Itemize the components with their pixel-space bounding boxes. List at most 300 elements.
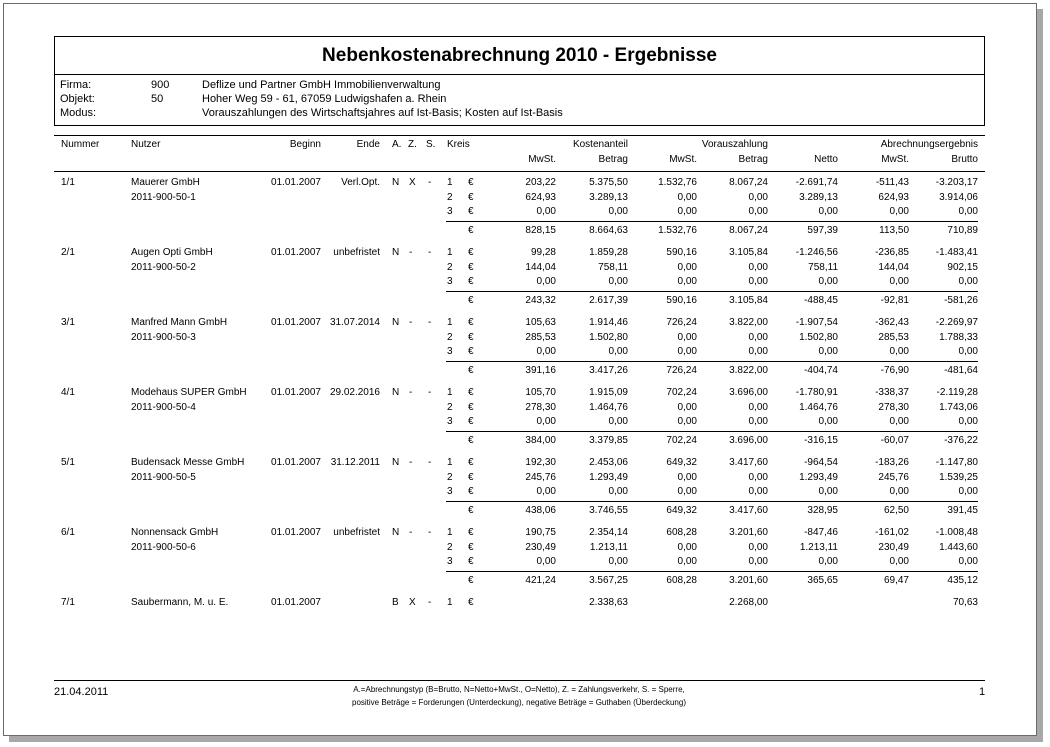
row-kreis: 3 bbox=[447, 346, 453, 357]
entry-tenant-id: 2011-900-50-5 bbox=[131, 471, 196, 483]
row-amount: 1.443,60 bbox=[939, 541, 978, 553]
total-amount: 3.746,55 bbox=[589, 504, 628, 516]
entry-lock-s: - bbox=[428, 597, 432, 608]
col-header-mwst-voraus: MwSt. bbox=[669, 154, 697, 165]
row-amount: 0,00 bbox=[958, 416, 978, 427]
row-amount: 0,00 bbox=[748, 416, 768, 427]
row-amount: -1.907,54 bbox=[795, 317, 838, 328]
entry-tenant-name: Mauerer GmbH bbox=[131, 177, 200, 188]
row-kreis: 1 bbox=[447, 177, 453, 188]
entry-tenant-id: 2011-900-50-3 bbox=[131, 331, 196, 343]
row-amount: 0,00 bbox=[677, 401, 697, 413]
row-amount: 3.696,00 bbox=[729, 387, 768, 398]
col-header-s: S. bbox=[426, 139, 436, 150]
row-kreis: 1 bbox=[447, 387, 453, 398]
entry-start-date: 01.01.2007 bbox=[270, 247, 321, 258]
row-amount: 624,93 bbox=[878, 191, 909, 203]
total-currency: € bbox=[468, 224, 474, 236]
row-amount: 230,49 bbox=[878, 541, 909, 553]
row-amount: 0,00 bbox=[748, 331, 768, 343]
row-currency: € bbox=[468, 471, 474, 483]
row-amount: 278,30 bbox=[525, 401, 556, 413]
row-amount: 105,63 bbox=[525, 317, 556, 328]
row-amount: 5.375,50 bbox=[589, 177, 628, 188]
entry-end-date: unbefristet bbox=[333, 247, 380, 258]
subtotal-rule bbox=[446, 431, 978, 432]
row-amount: 0,00 bbox=[818, 206, 838, 217]
total-amount: 608,28 bbox=[666, 574, 697, 586]
row-amount: 0,00 bbox=[608, 276, 628, 287]
col-header-mwst-kosten: MwSt. bbox=[528, 154, 556, 165]
entry-tenant-name: Saubermann, M. u. E. bbox=[131, 597, 229, 608]
row-amount: 278,30 bbox=[878, 401, 909, 413]
total-amount: 8.067,24 bbox=[729, 224, 768, 236]
row-amount: 1.502,80 bbox=[799, 331, 838, 343]
row-kreis: 1 bbox=[447, 457, 453, 468]
row-currency: € bbox=[468, 457, 474, 468]
entry-tenant-id: 2011-900-50-2 bbox=[131, 261, 196, 273]
row-amount: 0,00 bbox=[748, 261, 768, 273]
col-header-abrechnungsergebnis: Abrechnungsergebnis bbox=[880, 139, 978, 150]
col-header-betrag-kosten: Betrag bbox=[598, 154, 628, 165]
row-kreis: 3 bbox=[447, 416, 453, 427]
row-amount: 1.743,06 bbox=[939, 401, 978, 413]
total-amount: 62,50 bbox=[883, 504, 909, 516]
entry-tenant-name: Augen Opti GmbH bbox=[131, 247, 213, 258]
row-currency: € bbox=[468, 486, 474, 497]
entry-lock-s: - bbox=[428, 317, 432, 328]
row-currency: € bbox=[468, 191, 474, 203]
col-header-a: A. bbox=[392, 139, 402, 150]
row-amount: 1.293,49 bbox=[799, 471, 838, 483]
row-amount: -3.203,17 bbox=[935, 177, 978, 188]
total-amount: 8.664,63 bbox=[589, 224, 628, 236]
total-amount: 649,32 bbox=[666, 504, 697, 516]
row-amount: 1.464,76 bbox=[589, 401, 628, 413]
entry-number: 3/1 bbox=[61, 317, 75, 328]
total-amount: 328,95 bbox=[807, 504, 838, 516]
row-amount: 726,24 bbox=[666, 317, 697, 328]
row-amount: 0,00 bbox=[608, 416, 628, 427]
row-amount: 0,00 bbox=[889, 416, 909, 427]
total-amount: 1.532,76 bbox=[658, 224, 697, 236]
total-amount: 365,65 bbox=[807, 574, 838, 586]
report-info-box bbox=[54, 75, 985, 126]
entry-tenant-id: 2011-900-50-4 bbox=[131, 401, 196, 413]
total-amount: -316,15 bbox=[804, 434, 838, 446]
row-currency: € bbox=[468, 556, 474, 567]
row-amount: 0,00 bbox=[958, 556, 978, 567]
total-amount: -92,81 bbox=[880, 294, 909, 306]
row-amount: -183,26 bbox=[875, 457, 909, 468]
entry-number: 1/1 bbox=[61, 177, 75, 188]
row-amount: 0,00 bbox=[608, 486, 628, 497]
total-amount: 391,45 bbox=[947, 504, 978, 516]
total-currency: € bbox=[468, 504, 474, 516]
row-amount: 0,00 bbox=[536, 206, 556, 217]
row-amount: 0,00 bbox=[889, 206, 909, 217]
firma-label: Firma: bbox=[60, 79, 92, 91]
entry-lock-s: - bbox=[428, 387, 432, 398]
row-amount: 0,00 bbox=[677, 261, 697, 273]
report-page bbox=[3, 3, 1037, 736]
total-amount: -60,07 bbox=[880, 434, 909, 446]
entry-lock-s: - bbox=[428, 247, 432, 258]
row-amount: 3.105,84 bbox=[729, 247, 768, 258]
entry-type-a: N bbox=[392, 527, 400, 538]
entry-lock-s: - bbox=[428, 177, 432, 188]
entry-start-date: 01.01.2007 bbox=[270, 177, 321, 188]
total-amount: 69,47 bbox=[883, 574, 909, 586]
firma-row bbox=[55, 79, 984, 92]
total-currency: € bbox=[468, 364, 474, 376]
entry-end-date: unbefristet bbox=[333, 527, 380, 538]
row-currency: € bbox=[468, 276, 474, 287]
firma-number: 900 bbox=[151, 79, 170, 91]
row-amount: 0,00 bbox=[748, 346, 768, 357]
row-amount: 2.354,14 bbox=[589, 527, 628, 538]
entry-type-a: B bbox=[392, 597, 399, 608]
row-amount: 1.532,76 bbox=[658, 177, 697, 188]
entry-payment-z: - bbox=[409, 527, 413, 538]
row-amount: 285,53 bbox=[878, 331, 909, 343]
row-kreis: 1 bbox=[447, 247, 453, 258]
row-amount: 0,00 bbox=[958, 486, 978, 497]
row-amount: -2.269,97 bbox=[935, 317, 978, 328]
total-amount: 435,12 bbox=[947, 574, 978, 586]
row-amount: 0,00 bbox=[748, 471, 768, 483]
row-amount: -964,54 bbox=[804, 457, 838, 468]
col-header-brutto: Brutto bbox=[951, 154, 978, 165]
modus-text: Vorauszahlungen des Wirtschaftsjahres auf Ist-Basis; Kosten auf Ist-Basis bbox=[202, 107, 563, 119]
row-amount: 0,00 bbox=[889, 486, 909, 497]
total-amount: -76,90 bbox=[880, 364, 909, 376]
subtotal-rule bbox=[446, 361, 978, 362]
row-amount: 0,00 bbox=[748, 541, 768, 553]
row-amount: 70,63 bbox=[952, 597, 978, 608]
col-header-vorauszahlung: Vorauszahlung bbox=[701, 139, 768, 150]
row-amount: 0,00 bbox=[818, 556, 838, 567]
row-currency: € bbox=[468, 177, 474, 188]
modus-label: Modus: bbox=[60, 107, 97, 119]
row-amount: 0,00 bbox=[677, 471, 697, 483]
row-amount: 1.464,76 bbox=[799, 401, 838, 413]
entry-payment-z: X bbox=[409, 177, 416, 188]
total-currency: € bbox=[468, 574, 474, 586]
entry-number: 4/1 bbox=[61, 387, 75, 398]
row-amount: 0,00 bbox=[818, 346, 838, 357]
total-amount: -488,45 bbox=[804, 294, 838, 306]
row-currency: € bbox=[468, 206, 474, 217]
row-amount: 0,00 bbox=[818, 416, 838, 427]
row-amount: 0,00 bbox=[536, 346, 556, 357]
row-amount: 0,00 bbox=[958, 206, 978, 217]
row-currency: € bbox=[468, 346, 474, 357]
row-kreis: 2 bbox=[447, 541, 453, 553]
footer-page-number: 1 bbox=[979, 686, 986, 698]
row-amount: 0,00 bbox=[889, 276, 909, 287]
row-amount: 3.289,13 bbox=[589, 191, 628, 203]
entry-payment-z: - bbox=[409, 247, 413, 258]
row-amount: 1.539,25 bbox=[939, 471, 978, 483]
entry-type-a: N bbox=[392, 247, 400, 258]
row-amount: 0,00 bbox=[818, 486, 838, 497]
total-currency: € bbox=[468, 434, 474, 446]
objekt-row bbox=[55, 93, 984, 106]
total-amount: 828,15 bbox=[525, 224, 556, 236]
row-amount: 0,00 bbox=[677, 191, 697, 203]
row-currency: € bbox=[468, 541, 474, 553]
total-amount: 391,16 bbox=[525, 364, 556, 376]
total-amount: 590,16 bbox=[666, 294, 697, 306]
total-amount: 726,24 bbox=[666, 364, 697, 376]
entry-number: 2/1 bbox=[61, 247, 75, 258]
row-amount: 758,11 bbox=[598, 261, 628, 273]
row-amount: 1.213,11 bbox=[589, 541, 628, 553]
row-amount: -1.246,56 bbox=[795, 247, 838, 258]
entry-tenant-name: Modehaus SUPER GmbH bbox=[131, 387, 247, 398]
entry-payment-z: - bbox=[409, 387, 413, 398]
row-currency: € bbox=[468, 247, 474, 258]
row-amount: -1.483,41 bbox=[935, 247, 978, 258]
row-amount: -161,02 bbox=[875, 527, 909, 538]
total-amount: -481,64 bbox=[944, 364, 978, 376]
footer-legend-line-1: A.=Abrechnungstyp (B=Brutto, N=Netto+MwSt., O=Netto), Z. = Zahlungsverkehr, S. = Sperre, bbox=[353, 685, 685, 694]
row-amount: 902,15 bbox=[947, 261, 978, 273]
row-amount: 0,00 bbox=[748, 401, 768, 413]
firma-name: Deflize und Partner GmbH Immobilienverwaltung bbox=[202, 79, 441, 91]
row-amount: 105,70 bbox=[525, 387, 556, 398]
row-currency: € bbox=[468, 401, 474, 413]
report-title: Nebenkostenabrechnung 2010 - Ergebnisse bbox=[54, 36, 985, 75]
entry-payment-z: - bbox=[409, 457, 413, 468]
row-amount: 190,75 bbox=[525, 527, 556, 538]
row-currency: € bbox=[468, 331, 474, 343]
total-amount: 421,24 bbox=[525, 574, 556, 586]
row-amount: 608,28 bbox=[666, 527, 697, 538]
total-amount: 3.417,60 bbox=[729, 504, 768, 516]
row-currency: € bbox=[468, 317, 474, 328]
entry-start-date: 01.01.2007 bbox=[270, 527, 321, 538]
total-amount: -376,22 bbox=[944, 434, 978, 446]
row-currency: € bbox=[468, 416, 474, 427]
footer-date: 21.04.2011 bbox=[54, 686, 109, 698]
row-amount: 192,30 bbox=[525, 457, 556, 468]
row-amount: 0,00 bbox=[748, 191, 768, 203]
col-header-ende: Ende bbox=[356, 139, 380, 150]
row-amount: 1.788,33 bbox=[939, 331, 978, 343]
row-amount: 144,04 bbox=[525, 261, 556, 273]
entry-type-a: N bbox=[392, 457, 400, 468]
row-amount: -2.691,74 bbox=[795, 177, 838, 188]
row-amount: 758,11 bbox=[808, 261, 838, 273]
total-amount: 384,00 bbox=[525, 434, 556, 446]
row-amount: 1.914,46 bbox=[589, 317, 628, 328]
row-amount: 0,00 bbox=[748, 556, 768, 567]
total-amount: 3.567,25 bbox=[589, 574, 628, 586]
row-amount: 0,00 bbox=[677, 541, 697, 553]
row-currency: € bbox=[468, 527, 474, 538]
row-amount: 230,49 bbox=[525, 541, 556, 553]
total-amount: -404,74 bbox=[804, 364, 838, 376]
total-amount: 3.822,00 bbox=[729, 364, 768, 376]
col-header-nutzer: Nutzer bbox=[131, 139, 161, 150]
entry-start-date: 01.01.2007 bbox=[270, 387, 321, 398]
subtotal-rule bbox=[446, 571, 978, 572]
row-amount: 3.417,60 bbox=[729, 457, 768, 468]
row-amount: 0,00 bbox=[677, 556, 697, 567]
row-amount: 0,00 bbox=[818, 276, 838, 287]
row-amount: 0,00 bbox=[608, 556, 628, 567]
col-header-mwst-ergebnis: MwSt. bbox=[881, 154, 909, 165]
col-header-kostenanteil: Kostenanteil bbox=[572, 139, 628, 150]
row-amount: 1.915,09 bbox=[589, 387, 628, 398]
row-amount: -1.147,80 bbox=[935, 457, 978, 468]
total-amount: 3.201,60 bbox=[729, 574, 768, 586]
row-amount: 203,22 bbox=[525, 177, 556, 188]
row-amount: 0,00 bbox=[677, 346, 697, 357]
entry-end-date: Verl.Opt. bbox=[341, 177, 380, 188]
row-amount: -511,43 bbox=[875, 177, 909, 188]
entry-start-date: 01.01.2007 bbox=[270, 457, 321, 468]
entry-start-date: 01.01.2007 bbox=[270, 317, 321, 328]
row-currency: € bbox=[468, 387, 474, 398]
row-amount: 624,93 bbox=[525, 191, 556, 203]
row-amount: 1.213,11 bbox=[799, 541, 838, 553]
row-amount: 2.338,63 bbox=[589, 597, 628, 608]
row-kreis: 2 bbox=[447, 191, 453, 203]
row-kreis: 1 bbox=[447, 317, 453, 328]
row-amount: 0,00 bbox=[748, 206, 768, 217]
row-amount: -362,43 bbox=[875, 317, 909, 328]
row-amount: 0,00 bbox=[958, 346, 978, 357]
row-amount: 0,00 bbox=[536, 276, 556, 287]
total-amount: 3.105,84 bbox=[729, 294, 768, 306]
row-amount: 0,00 bbox=[677, 276, 697, 287]
row-amount: 590,16 bbox=[666, 247, 697, 258]
row-amount: 245,76 bbox=[525, 471, 556, 483]
entry-tenant-name: Budensack Messe GmbH bbox=[131, 457, 245, 468]
total-amount: 2.617,39 bbox=[589, 294, 628, 306]
objekt-label: Objekt: bbox=[60, 93, 95, 105]
header-bottom-rule bbox=[54, 171, 985, 172]
row-kreis: 2 bbox=[447, 261, 453, 273]
row-amount: 702,24 bbox=[666, 387, 697, 398]
row-kreis: 2 bbox=[447, 331, 453, 343]
row-amount: -847,46 bbox=[804, 527, 838, 538]
entry-type-a: N bbox=[392, 177, 400, 188]
entry-payment-z: X bbox=[409, 597, 416, 608]
row-amount: 144,04 bbox=[878, 261, 909, 273]
row-amount: 0,00 bbox=[958, 276, 978, 287]
total-amount: 3.379,85 bbox=[589, 434, 628, 446]
row-kreis: 2 bbox=[447, 401, 453, 413]
subtotal-rule bbox=[446, 291, 978, 292]
row-kreis: 3 bbox=[447, 486, 453, 497]
modus-row bbox=[55, 107, 984, 120]
entry-lock-s: - bbox=[428, 527, 432, 538]
subtotal-rule bbox=[446, 221, 978, 222]
entry-lock-s: - bbox=[428, 457, 432, 468]
row-amount: 8.067,24 bbox=[729, 177, 768, 188]
col-header-kreis: Kreis bbox=[447, 139, 470, 150]
entry-end-date: 31.12.2011 bbox=[330, 457, 380, 468]
entry-number: 7/1 bbox=[61, 597, 75, 608]
total-amount: 3.696,00 bbox=[729, 434, 768, 446]
footer-legend-line-2: positive Beträge = Forderungen (Unterdeckung), negative Beträge = Guthaben (Überdeckung) bbox=[352, 698, 686, 707]
row-amount: 2.268,00 bbox=[729, 597, 768, 608]
row-amount: 99,28 bbox=[530, 247, 556, 258]
row-amount: 0,00 bbox=[748, 276, 768, 287]
total-currency: € bbox=[468, 294, 474, 306]
row-amount: 0,00 bbox=[677, 206, 697, 217]
row-amount: 2.453,06 bbox=[589, 457, 628, 468]
col-header-beginn: Beginn bbox=[289, 139, 321, 150]
col-header-z: Z. bbox=[408, 139, 417, 150]
row-amount: 1.502,80 bbox=[589, 331, 628, 343]
total-amount: 3.417,26 bbox=[589, 364, 628, 376]
entry-tenant-name: Manfred Mann GmbH bbox=[131, 317, 228, 328]
entry-start-date: 01.01.2007 bbox=[270, 597, 321, 608]
row-amount: -1.780,91 bbox=[795, 387, 838, 398]
total-amount: 702,24 bbox=[666, 434, 697, 446]
row-amount: -338,37 bbox=[875, 387, 909, 398]
total-amount: 113,50 bbox=[879, 224, 909, 236]
row-kreis: 3 bbox=[447, 276, 453, 287]
row-amount: 285,53 bbox=[525, 331, 556, 343]
row-amount: 0,00 bbox=[677, 486, 697, 497]
row-currency: € bbox=[468, 261, 474, 273]
row-amount: 3.914,06 bbox=[939, 191, 978, 203]
row-amount: 3.201,60 bbox=[729, 527, 768, 538]
total-amount: 710,89 bbox=[947, 224, 978, 236]
row-kreis: 3 bbox=[447, 206, 453, 217]
entry-end-date: 31.07.2014 bbox=[329, 317, 380, 328]
entry-payment-z: - bbox=[409, 317, 413, 328]
entry-end-date: 29.02.2016 bbox=[329, 387, 380, 398]
objekt-number: 50 bbox=[151, 93, 164, 105]
row-amount: 0,00 bbox=[536, 416, 556, 427]
footer-rule bbox=[54, 680, 985, 681]
entry-type-a: N bbox=[392, 317, 400, 328]
entry-tenant-id: 2011-900-50-6 bbox=[131, 541, 196, 553]
row-currency: € bbox=[468, 597, 474, 608]
row-amount: -2.119,28 bbox=[936, 387, 978, 398]
row-amount: 649,32 bbox=[666, 457, 697, 468]
header-top-rule bbox=[54, 135, 985, 136]
row-amount: 0,00 bbox=[748, 486, 768, 497]
row-amount: 0,00 bbox=[536, 556, 556, 567]
row-kreis: 1 bbox=[447, 597, 453, 608]
row-amount: 0,00 bbox=[608, 206, 628, 217]
row-amount: 1.859,28 bbox=[589, 247, 628, 258]
row-amount: 0,00 bbox=[677, 331, 697, 343]
col-header-nummer: Nummer bbox=[61, 139, 100, 150]
row-amount: 3.289,13 bbox=[799, 191, 838, 203]
row-amount: 1.293,49 bbox=[589, 471, 628, 483]
total-amount: 597,39 bbox=[807, 224, 838, 236]
entry-number: 5/1 bbox=[61, 457, 75, 468]
total-amount: 438,06 bbox=[525, 504, 556, 516]
row-amount: 0,00 bbox=[889, 556, 909, 567]
entry-number: 6/1 bbox=[61, 527, 75, 538]
row-amount: 0,00 bbox=[677, 416, 697, 427]
row-kreis: 3 bbox=[447, 556, 453, 567]
row-amount: -1.008,48 bbox=[935, 527, 978, 538]
total-amount: -581,26 bbox=[944, 294, 978, 306]
col-header-netto: Netto bbox=[814, 154, 838, 165]
objekt-address: Hoher Weg 59 - 61, 67059 Ludwigshafen a. Rhein bbox=[202, 93, 447, 105]
